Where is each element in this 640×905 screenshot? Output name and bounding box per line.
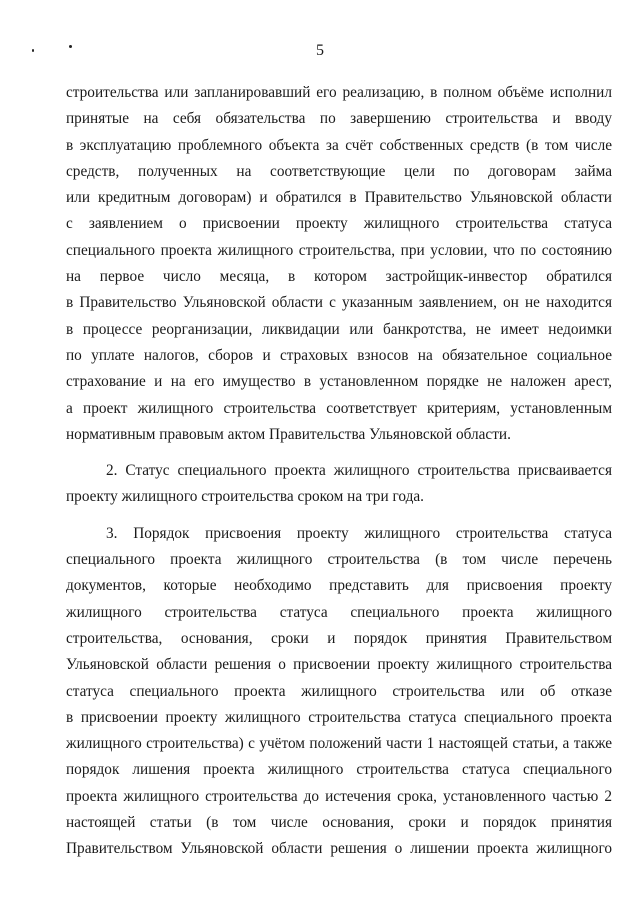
text-line: а проект жилищного строительства соответствует критериям, установленным — [66, 399, 612, 417]
text-line: 3. Порядок присвоения проекту жилищного строительства статуса — [106, 524, 612, 542]
text-line: строительства или запланировавший его реализацию, в полном объёме исполнил — [66, 84, 612, 101]
text-line: по уплате налогов, сборов и страховых взносов на обязательное социальное — [66, 346, 612, 364]
text-line: Ульяновской области решения о присвоении проекту жилищного строительства — [66, 656, 612, 674]
text-line: средств, полученных на соответствующие цели по договорам займа — [66, 162, 612, 180]
text-line: специального проекта жилищного строительства, при условии, что по состоянию — [66, 241, 612, 259]
text-line: страхование и на его имущество в установленном порядке не наложен арест, — [66, 373, 612, 391]
text-line: 2. Статус специального проекта жилищного строительства присваивается — [106, 462, 612, 480]
text-line: в эксплуатацию проблемного объекта за счёт собственных средств (в том числе — [66, 136, 612, 154]
text-line: принятые на себя обязательства по завершению строительства и вводу — [66, 110, 612, 128]
text-line: с заявлением о присвоении проекту жилищного строительства статуса — [66, 215, 612, 233]
text-line: строительства, основания, сроки и порядок принятия Правительством — [66, 629, 612, 647]
text-line: статуса специального проекта жилищного строительства или об отказе — [66, 682, 612, 700]
text-line: на первое число месяца, в котором застройщик-инвестор обратился — [66, 268, 612, 286]
text-line: или кредитным договорам) и обратился в Правительство Ульяновской области — [66, 189, 612, 207]
text-line: порядок лишения проекта жилищного строительства статуса специального — [66, 761, 612, 779]
text-line: в Правительство Ульяновской области с указанным заявлением, он не находится — [66, 294, 612, 312]
text-line: проекту жилищного строительства сроком на три года. — [66, 488, 424, 506]
text-line: жилищного строительства статуса специального проекта жилищного — [66, 603, 612, 621]
text-line: в процессе реорганизации, ликвидации или банкротства, не имеет недоимки — [66, 320, 612, 338]
text-line: жилищного строительства) с учётом положений части 1 настоящей статьи, а также — [66, 735, 612, 753]
text-line: документов, которые необходимо представить для присвоения проекту — [66, 577, 612, 595]
paragraph-item-3 — [66, 521, 612, 863]
text-line: нормативным правовым актом Правительства Ульяновской области. — [66, 425, 511, 443]
paragraph-item-2 — [66, 458, 612, 511]
text-line: проекта жилищного строительства до истечения срока, установленного частью 2 — [66, 787, 612, 805]
text-line: Правительством Ульяновской области решения о лишении проекта жилищного — [66, 840, 612, 858]
paragraph-continuation — [66, 80, 612, 448]
text-line: в присвоении проекту жилищного строительства статуса специального проекта — [66, 708, 612, 726]
text-line: настоящей статьи (в том числе основания, сроки и порядок принятия — [66, 814, 612, 832]
text-line: специального проекта жилищного строительства (в том числе перечень — [66, 551, 612, 569]
document-body — [66, 80, 612, 863]
page-number: 5 — [316, 42, 324, 59]
